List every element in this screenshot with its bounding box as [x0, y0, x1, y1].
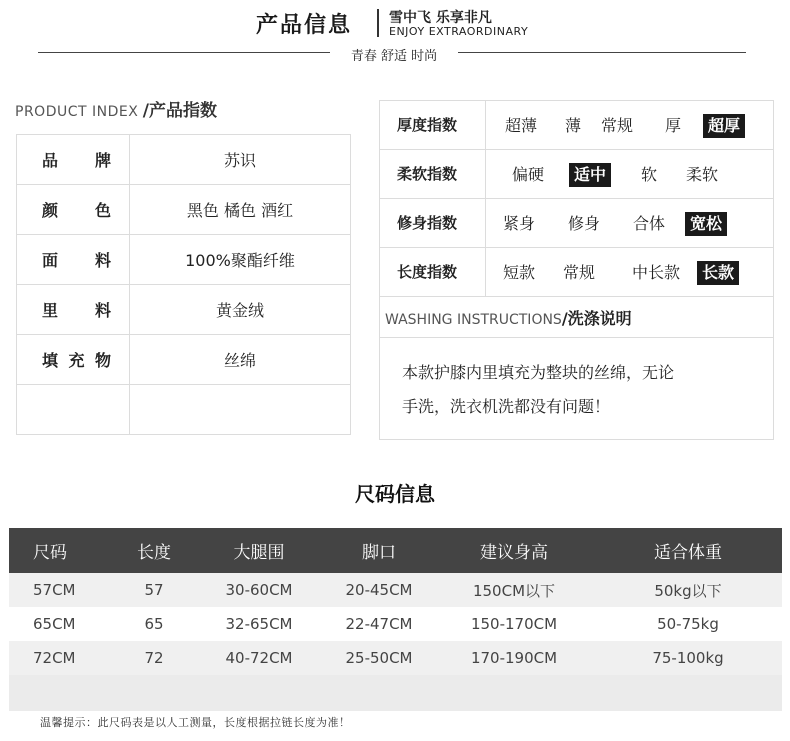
header-divider	[377, 9, 379, 37]
brand-slogan-english: ENJOY EXTRAORDINARY	[389, 25, 529, 38]
table-row	[17, 235, 351, 285]
cell-ankle: 22-47CM	[324, 607, 434, 641]
washing-instructions-text	[402, 356, 752, 424]
spec-value-fabric: 100%聚酯纤维	[130, 235, 351, 285]
option-mid-long: 中长款	[632, 263, 681, 282]
fit-index-row	[380, 199, 773, 248]
option-regular: 常规	[601, 116, 634, 135]
cell-height: 150CM以下	[434, 573, 594, 607]
size-table-container	[9, 528, 782, 711]
spec-label-lining: 里料	[42, 301, 111, 320]
size-note: 温馨提示：此尺码表是以人工测量，长度根据拉链长度为准！	[40, 716, 351, 729]
option-ultra-thin: 超薄	[505, 116, 538, 135]
cell-thigh: 30-60CM	[194, 573, 324, 607]
brand-slogan: 雪中飞 乐享非凡	[389, 10, 492, 26]
washing-heading-cn: /洗涤说明	[561, 309, 632, 328]
cell-weight: 75-100kg	[594, 641, 782, 675]
option-very-soft: 柔软	[686, 165, 719, 184]
spec-label-fabric: 面料	[42, 251, 111, 270]
option-thick: 厚	[665, 116, 682, 135]
size-table	[9, 528, 782, 711]
spec-value-brand: 苏识	[130, 135, 351, 185]
washing-divider	[380, 337, 773, 338]
washing-line-1: 本款护膝内里填充为整块的丝绵，无论	[402, 363, 675, 382]
option-soft: 软	[641, 165, 658, 184]
cell-size: 57CM	[9, 573, 114, 607]
thickness-index-label: 厚度指数	[397, 116, 458, 134]
option-slim: 修身	[568, 214, 601, 233]
column-header-size: 尺码	[9, 528, 114, 573]
option-hard: 偏硬	[512, 165, 545, 184]
table-row	[9, 573, 782, 607]
option-long-selected: 长款	[697, 261, 739, 285]
table-row	[17, 335, 351, 385]
cell-ankle: 25-50CM	[324, 641, 434, 675]
option-ultra-thick-selected: 超厚	[703, 114, 745, 138]
thickness-index-row	[380, 101, 773, 150]
product-index-heading-en: PRODUCT INDEX	[15, 104, 139, 120]
cell-size: 72CM	[9, 641, 114, 675]
spec-label-color: 颜色	[42, 201, 111, 220]
option-regular-length: 常规	[563, 263, 596, 282]
column-header-weight: 适合体重	[594, 528, 782, 573]
washing-instructions-heading	[385, 306, 632, 329]
spec-label-brand: 品牌	[42, 151, 111, 170]
table-row	[9, 641, 782, 675]
softness-index-label: 柔软指数	[397, 165, 458, 183]
fit-index-label: 修身指数	[397, 214, 458, 232]
option-tight: 紧身	[503, 214, 536, 233]
table-row	[17, 135, 351, 185]
cell-height: 150-170CM	[434, 607, 594, 641]
cell-length: 65	[114, 607, 194, 641]
product-index-table	[16, 134, 351, 435]
column-header-height: 建议身高	[434, 528, 594, 573]
softness-index-row	[380, 150, 773, 199]
size-info-title: 尺码信息	[355, 482, 435, 506]
washing-line-2: 手洗，洗衣机洗都没有问题！	[402, 397, 611, 416]
cell-weight: 50kg以下	[594, 573, 782, 607]
cell-length: 57	[114, 573, 194, 607]
spec-value-lining: 黄金绒	[130, 285, 351, 335]
option-thin: 薄	[565, 116, 582, 135]
length-index-label: 长度指数	[397, 263, 458, 281]
cell-weight: 50-75kg	[594, 607, 782, 641]
page-title: 产品信息	[256, 13, 353, 38]
column-header-thigh: 大腿围	[194, 528, 324, 573]
length-index-row	[380, 248, 773, 297]
option-short: 短款	[503, 263, 536, 282]
cell-ankle: 20-45CM	[324, 573, 434, 607]
table-row	[17, 385, 351, 435]
cell-thigh: 40-72CM	[194, 641, 324, 675]
product-index-heading	[15, 96, 217, 121]
cell-length: 72	[114, 641, 194, 675]
size-table-header	[9, 528, 782, 573]
table-row	[17, 285, 351, 335]
table-row	[9, 607, 782, 641]
table-row-empty	[9, 675, 782, 711]
option-loose-selected: 宽松	[685, 212, 727, 236]
column-header-ankle: 脚口	[324, 528, 434, 573]
spec-value-empty	[130, 385, 351, 435]
column-header-length: 长度	[114, 528, 194, 573]
option-regular-fit: 合体	[633, 214, 666, 233]
index-panel	[379, 100, 774, 440]
option-moderate-selected: 适中	[569, 163, 611, 187]
cell-size: 65CM	[9, 607, 114, 641]
cell-height: 170-190CM	[434, 641, 594, 675]
cell-thigh: 32-65CM	[194, 607, 324, 641]
table-row	[17, 185, 351, 235]
product-index-heading-cn: /产品指数	[142, 101, 217, 121]
washing-heading-en: WASHING INSTRUCTIONS	[385, 312, 562, 328]
spec-value-filling: 丝绵	[130, 335, 351, 385]
header-subtitle: 青春 舒适 时尚	[350, 49, 438, 64]
spec-label-filling: 填充物	[42, 351, 111, 370]
spec-value-color: 黑色 橘色 酒红	[130, 185, 351, 235]
